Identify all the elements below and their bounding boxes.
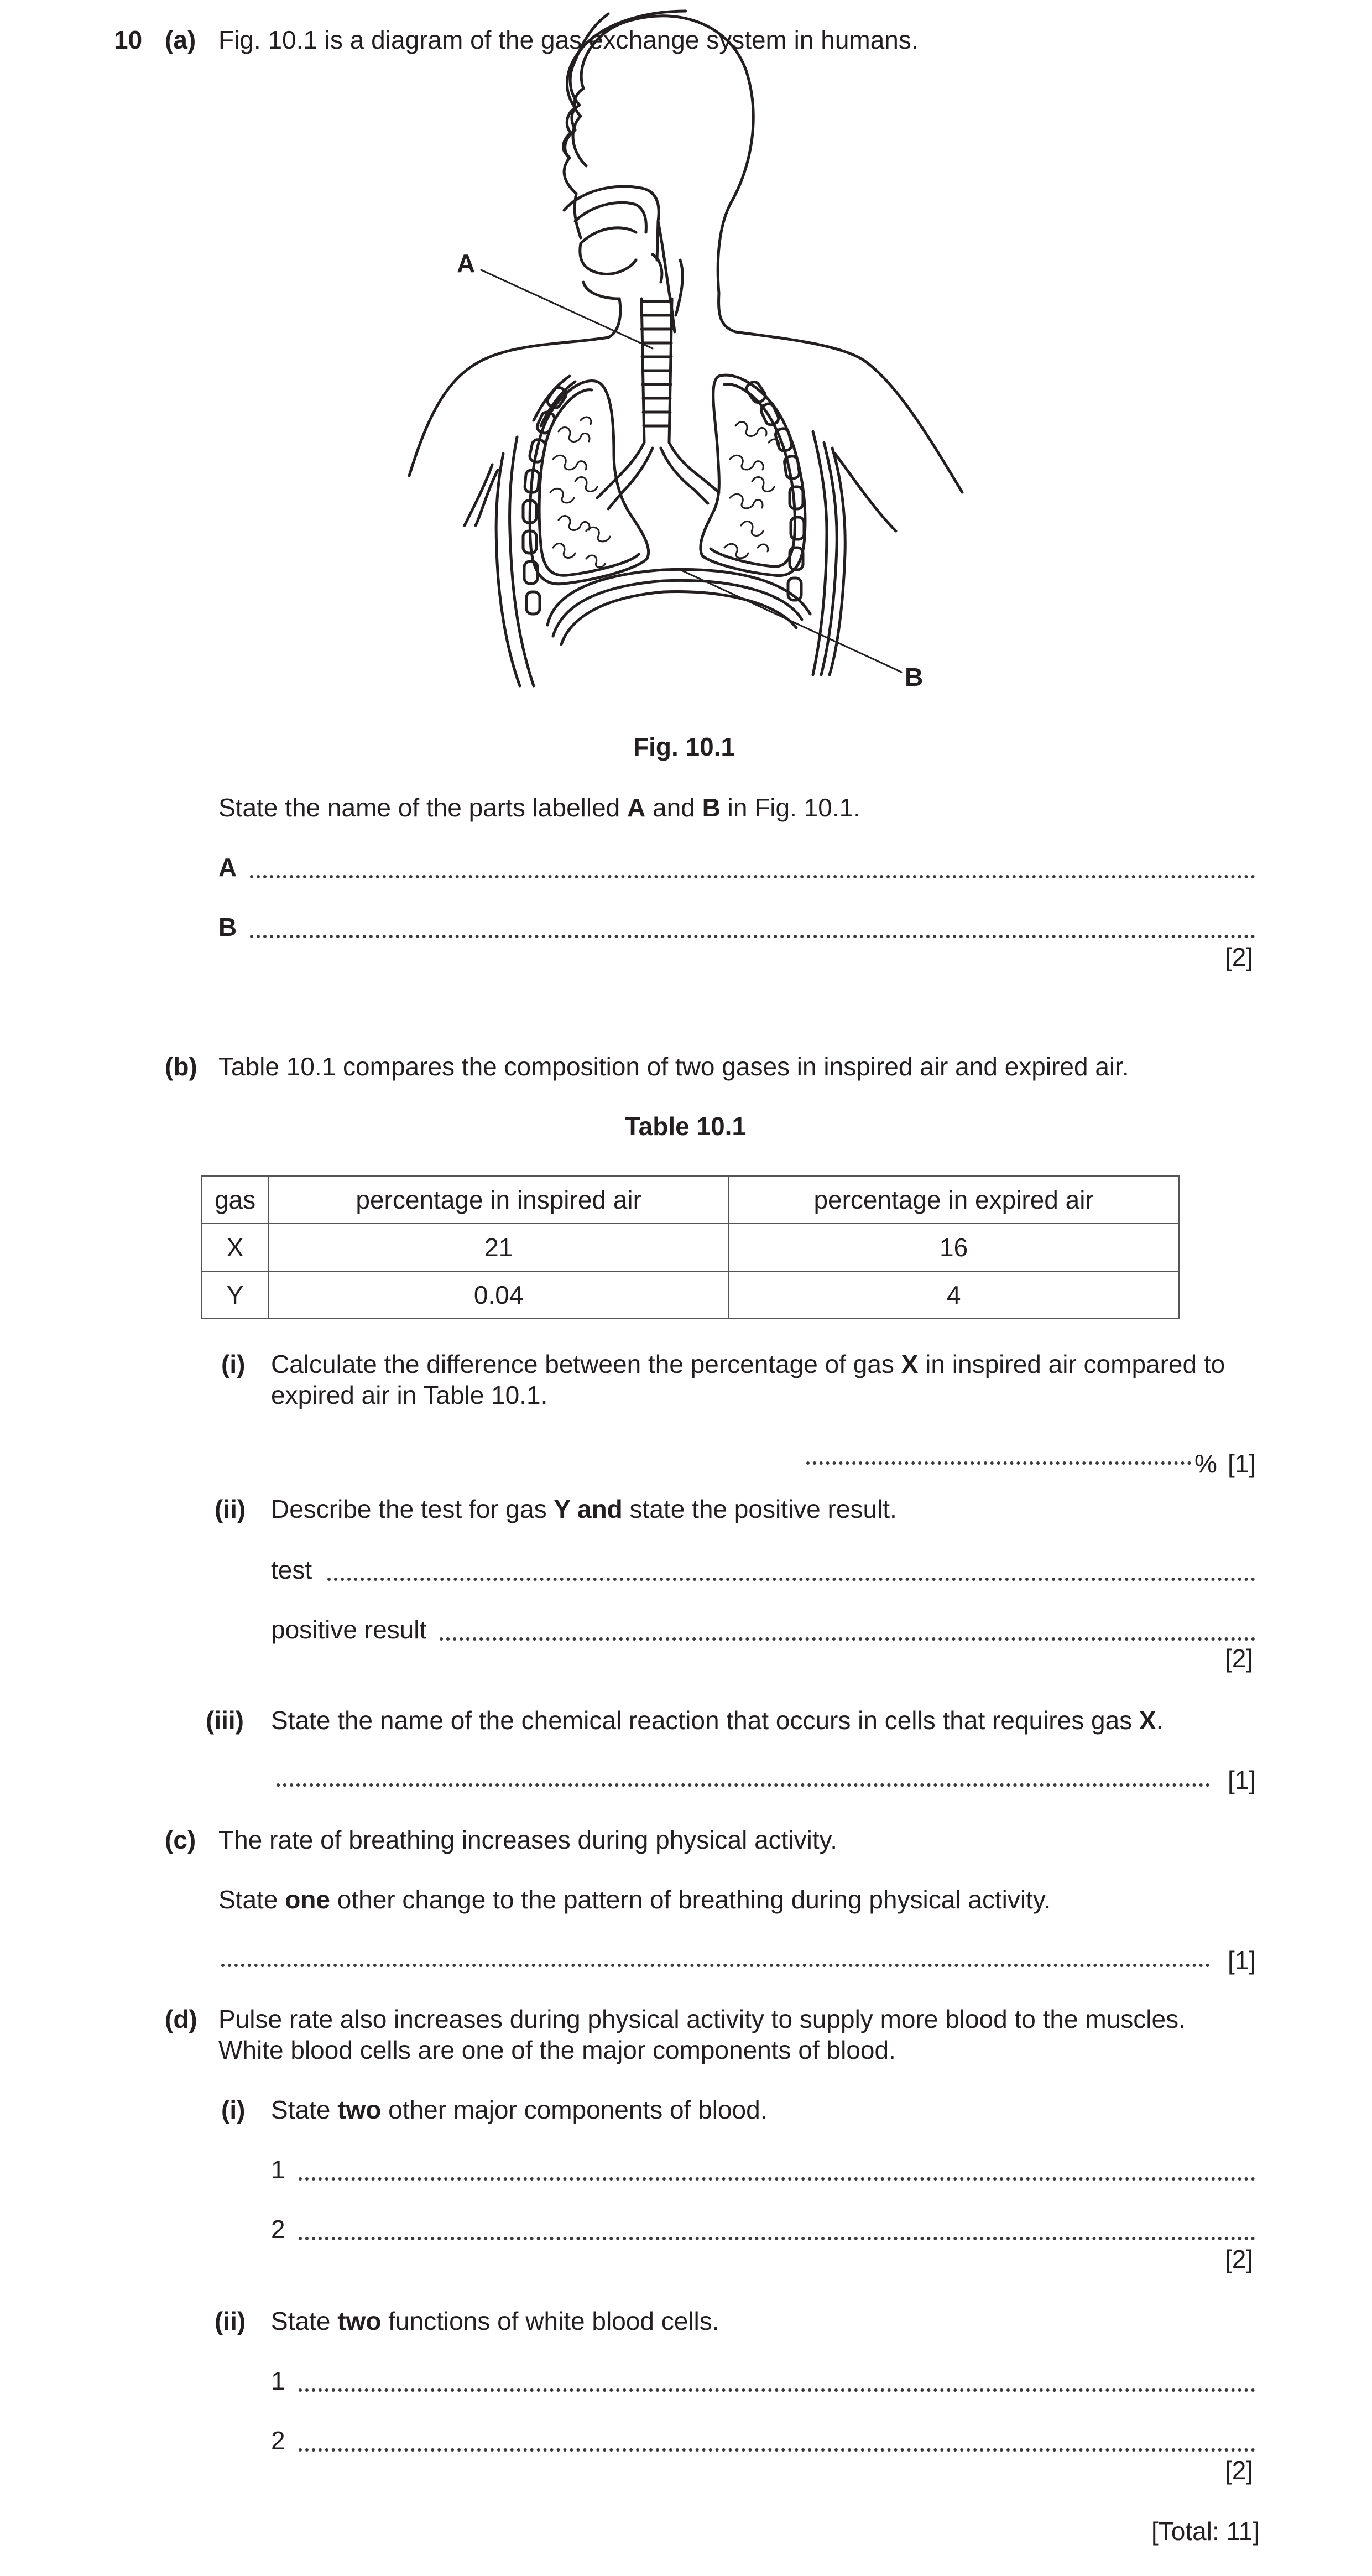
answer-number: 2 [271, 2426, 285, 2455]
part-a-prompt: State the name of the parts labelled A and B in Fig. 10.1. [218, 793, 860, 822]
table-cell: 4 [728, 1271, 1179, 1319]
part-d-i-prompt: State two other major components of blood. [271, 2095, 768, 2124]
diaphragm [547, 569, 810, 625]
part-d-ii-label: (ii) [215, 2307, 246, 2335]
gas-exchange-diagram [0, 0, 1372, 719]
part-d-label: (d) [165, 2005, 197, 2033]
answer-test-line[interactable] [327, 1572, 1255, 1581]
percent-unit: % [1194, 1449, 1217, 1478]
part-d-ii-prompt: State two functions of white blood cells. [271, 2307, 719, 2335]
table-row [201, 1224, 1179, 1271]
test-label: test [271, 1555, 312, 1584]
figure-caption: Fig. 10.1 [633, 732, 735, 761]
part-a-marks: [2] [1225, 943, 1254, 971]
right-ribs [744, 380, 896, 675]
diaphragm-inner-2 [561, 592, 796, 644]
part-a-label: (a) [165, 25, 196, 54]
total-marks: [Total: 11] [1151, 2517, 1260, 2546]
nasal-cavity [564, 186, 659, 260]
label-line-b [680, 570, 901, 672]
oesophagus [676, 260, 682, 315]
answer-a-label: A [218, 853, 237, 882]
table-header: percentage in expired air [728, 1176, 1179, 1224]
answer-d-ii-2-line[interactable] [299, 2443, 1255, 2452]
part-b-iii-label: (iii) [206, 1706, 244, 1735]
part-b-intro: Table 10.1 compares the composition of two gases in inspired air and expired air. [218, 1052, 1129, 1081]
part-b-label: (b) [165, 1052, 197, 1081]
part-b-iii-marks: [1] [1228, 1766, 1256, 1794]
answer-b-line[interactable] [250, 929, 1255, 938]
left-ribs [465, 376, 575, 686]
question-number: 10 [114, 25, 143, 54]
mouth-lower [583, 282, 619, 299]
table-cell: 16 [728, 1224, 1179, 1271]
table-cell: 0.04 [269, 1271, 728, 1319]
part-b-iii-prompt: State the name of the chemical reaction that occurs in cells that requires gas X. [271, 1706, 1164, 1735]
trachea [641, 299, 672, 443]
answer-c-line[interactable] [221, 1958, 1210, 1967]
part-b-ii-marks: [2] [1225, 1644, 1254, 1673]
table-header: gas [201, 1176, 269, 1224]
answer-result-line[interactable] [440, 1632, 1255, 1641]
answer-d-i-1-line[interactable] [299, 2172, 1255, 2181]
table-cell-gas: Y [201, 1271, 269, 1319]
part-b-i-label: (i) [221, 1350, 246, 1378]
table-cell-gas: X [201, 1224, 269, 1271]
part-b-ii-prompt: Describe the test for gas Y and state the positive result. [271, 1495, 897, 1523]
positive-result-label: positive result [271, 1615, 427, 1644]
answer-d-ii-1-line[interactable] [299, 2383, 1255, 2392]
mouth-palate [581, 228, 636, 243]
part-a-intro: Fig. 10.1 is a diagram of the gas exchange system in humans. [218, 25, 919, 54]
answer-number: 2 [271, 2215, 285, 2244]
right-alveoli [724, 421, 779, 558]
table-header: percentage in inspired air [269, 1176, 728, 1224]
part-d-i-marks: [2] [1225, 2245, 1254, 2273]
part-c-label: (c) [165, 1825, 196, 1854]
label-line-a [481, 270, 653, 348]
figure-label-a: A [457, 249, 476, 278]
part-b-i-marks: [1] [1228, 1449, 1256, 1478]
part-d-ii-marks: [2] [1225, 2456, 1254, 2485]
part-d-intro-line1: Pulse rate also increases during physical activity to supply more blood to the muscles. [218, 2005, 1186, 2033]
part-b-i-prompt-line1: Calculate the difference between the percentage of gas X in inspired air compared to [271, 1350, 1225, 1378]
part-b-ii-label: (ii) [215, 1495, 246, 1523]
answer-number: 1 [271, 2155, 285, 2184]
part-d-i-label: (i) [221, 2095, 246, 2124]
answer-d-i-2-line[interactable] [299, 2231, 1255, 2240]
table-caption: Table 10.1 [625, 1112, 747, 1141]
figure-label-b: B [905, 663, 924, 691]
answer-b-i-line[interactable] [806, 1456, 1191, 1465]
table-header-row [201, 1176, 1179, 1224]
right-bronchus [669, 443, 719, 492]
epiglottis [653, 254, 662, 282]
left-bronchus [597, 443, 644, 498]
table-cell: 21 [269, 1224, 728, 1271]
tongue [580, 243, 636, 274]
table-row [201, 1271, 1179, 1319]
part-d-intro-line2: White blood cells are one of the major components of blood. [218, 2036, 896, 2064]
answer-a-line[interactable] [250, 870, 1255, 878]
right-lung-inner [711, 384, 795, 566]
answer-number: 1 [271, 2366, 285, 2395]
part-b-i-prompt-line2: expired air in Table 10.1. [271, 1381, 548, 1409]
part-c-intro: The rate of breathing increases during physical activity. [218, 1825, 838, 1854]
gas-composition-table [201, 1175, 1180, 1319]
part-c-prompt: State one other change to the pattern of breathing during physical activity. [218, 1885, 1051, 1914]
answer-b-iii-line[interactable] [277, 1778, 1210, 1787]
part-c-marks: [1] [1228, 1946, 1256, 1975]
answer-b-label: B [218, 913, 237, 941]
